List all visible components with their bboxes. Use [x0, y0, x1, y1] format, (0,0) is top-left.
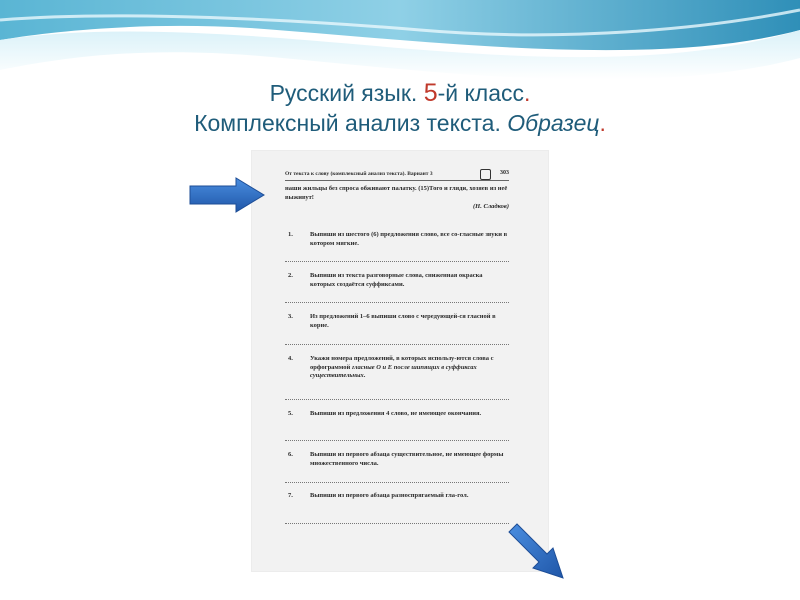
worksheet-header-title: От текста к слову (комплексный анализ текста). Вариант 3	[285, 171, 433, 177]
title-line-1	[0, 78, 800, 108]
book-icon	[480, 169, 491, 180]
task-text: Выпиши из первого абзаца разноспрягаемый гла-гол.	[310, 492, 469, 499]
title-line-2-main: Комплексный анализ текста.	[194, 110, 508, 136]
task-item	[285, 231, 509, 248]
task-text-part: .	[363, 372, 366, 379]
task-text: Выпиши из текста разговорные слова, сниженная окраска которых создаётся суффиксами.	[310, 272, 483, 288]
answer-line	[285, 523, 509, 524]
task-text-part: Укажи номера предложений, в которых использу-ются слова с орфограммой	[310, 355, 494, 371]
title-line-1-suffix: -й класс	[437, 80, 525, 106]
worksheet-page	[285, 168, 509, 558]
task-number: 4.	[288, 355, 293, 362]
task-number: 6.	[288, 451, 293, 458]
title-line-1-prefix: Русский язык.	[269, 80, 424, 106]
task-text: Выпиши из предложения 4 слово, не имеющее окончания.	[310, 410, 482, 417]
answer-line	[285, 440, 509, 441]
arrow-right-icon	[188, 176, 266, 214]
answer-line	[285, 302, 509, 303]
answer-line	[285, 399, 509, 400]
grade-number: 5	[423, 79, 438, 107]
page-number: 303	[500, 170, 509, 176]
title-sample-word: Образец	[507, 110, 600, 136]
task-text-orthogram: гласные О и Е после шипящих в суффиксах существительных	[310, 363, 477, 379]
answer-line	[285, 344, 509, 345]
title-line-2	[0, 108, 800, 138]
task-number: 7.	[288, 492, 293, 499]
task-number: 3.	[288, 313, 293, 320]
task-number: 5.	[288, 410, 293, 417]
task-item	[285, 410, 509, 419]
arrow-down-right-icon	[505, 520, 567, 582]
task-text: Выпиши из первого абзаца существительное, не имеющее формы множественного числа.	[310, 451, 504, 467]
text-excerpt: наши жильцы без спроса обживают палатку. (15)Того и гляди, хозяев из неё выживут!	[285, 185, 508, 201]
task-item	[285, 272, 509, 289]
slide-title	[0, 78, 800, 138]
task-item	[285, 451, 509, 468]
task-item	[285, 492, 509, 501]
worksheet-image	[251, 150, 549, 572]
title-line-2-period: .	[599, 110, 606, 136]
task-text	[310, 355, 509, 381]
answer-line	[285, 261, 509, 262]
title-line-1-period: .	[524, 80, 531, 106]
task-text: Из предложений 1–6 выпиши слово с чередующей-ся гласной в корне.	[310, 313, 496, 329]
task-number: 1.	[288, 231, 293, 238]
worksheet-header	[285, 168, 509, 181]
task-number: 2.	[288, 272, 293, 279]
task-item	[285, 313, 509, 330]
answer-line	[285, 482, 509, 483]
text-author: (Н. Сладков)	[473, 203, 509, 210]
task-item	[285, 355, 509, 381]
task-text: Выпиши из шестого (6) предложения слово, все со-гласные звуки в котором мягкие.	[310, 231, 508, 247]
